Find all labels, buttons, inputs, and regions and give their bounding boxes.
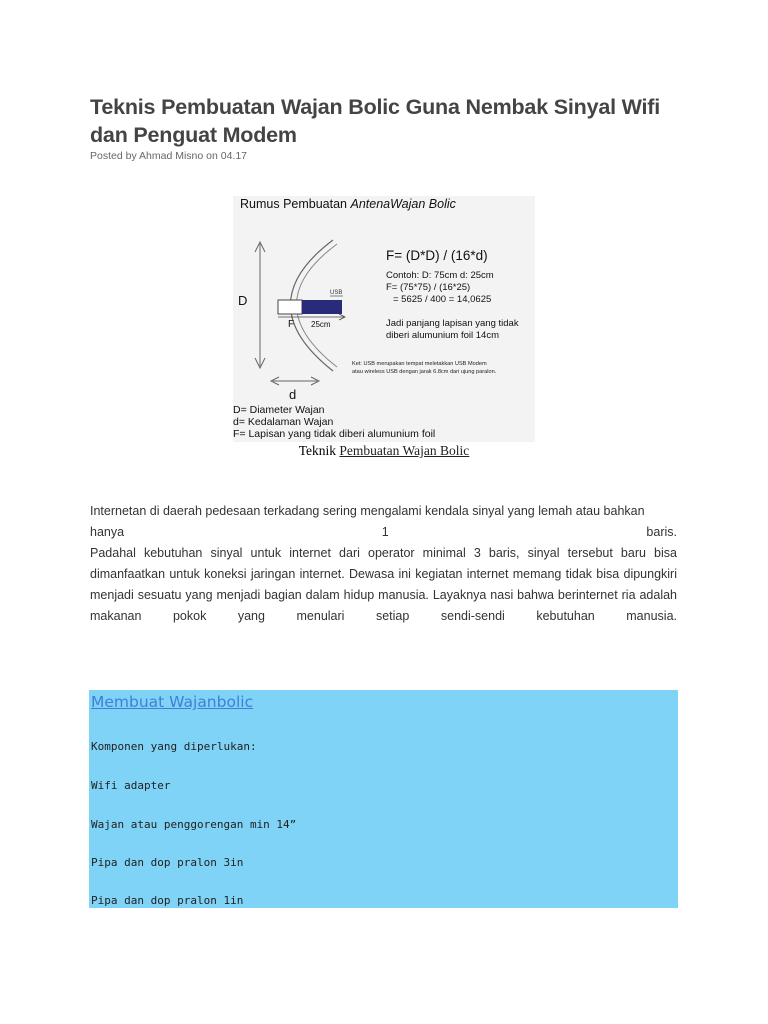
list-item: Pipa dan dop pralon 1in	[91, 894, 244, 907]
wajanbolic-diagram	[233, 196, 535, 442]
diameter-arrow	[255, 242, 265, 368]
formula: F= (D*D) / (16*d)	[386, 248, 488, 263]
note-line: Ket: USB merupakan tempat meletakkan USB Modem	[352, 361, 487, 367]
result-line: Jadi panjang lapisan yang tidak	[386, 318, 519, 329]
result-line: diberi alumunium foil 14cm	[386, 330, 499, 341]
example-line: F= (75*75) / (16*25)	[386, 282, 471, 293]
article-title: Teknis Pembuatan Wajan Bolic Guna Nembak Sinyal Wifi dan Penguat Modem	[90, 95, 661, 147]
intro-line: hanya 1 baris.	[90, 525, 677, 539]
figure-caption	[0, 443, 768, 459]
usb-section	[302, 300, 342, 314]
example-line: = 5625 / 400 = 14,0625	[393, 294, 492, 305]
label-depth: d	[289, 387, 297, 402]
note-line: atau wireless USB dengan jarak 6.8cm dari ujung paralon.	[352, 369, 497, 375]
example-line: Contoh: D: 75cm d: 25cm	[386, 270, 494, 281]
label-usb: USB	[330, 290, 343, 296]
pipe-foil-free	[278, 300, 302, 314]
section-box	[89, 690, 678, 908]
list-item: Wajan atau penggorengan min 14”	[91, 818, 297, 831]
legend-line: d= Kedalaman Wajan	[233, 416, 334, 428]
caption-prefix: Teknik	[298, 443, 340, 458]
intro-body: Padahal kebutuhan sinyal untuk internet dari operator minimal 3 baris, sinyal tersebut baru bisa dimanfaatkan untuk koneksi jaringan internet. Dewasa ini kegiatan internet memang tidak bisa dipungkiri menjadi sesuatu yang menjadi bagian dalam hidup manusia. Layaknya nasi bahwa berinternet ria adalah makanan pokok yang menulari setiap sendi-sendi kebutuhan manusia.	[90, 546, 677, 623]
section-heading-link[interactable]: Membuat Wajanbolic	[91, 693, 254, 711]
caption-link[interactable]: Pembuatan Wajan Bolic	[339, 443, 470, 458]
diagram-heading: Rumus Pembuatan AntenaWajan Bolic	[240, 197, 456, 211]
intro-paragraph	[90, 501, 677, 627]
post-byline: Posted by Ahmad Misno on 04.17	[90, 150, 248, 162]
label-25cm: 25cm	[311, 320, 331, 329]
list-item: Wifi adapter	[91, 779, 171, 792]
label-diameter: D	[238, 293, 248, 308]
legend-line: D= Diameter Wajan	[233, 404, 325, 416]
legend-line: F= Lapisan yang tidak diberi alumunium foil	[233, 428, 436, 440]
label-f: F	[288, 319, 295, 330]
depth-arrow	[271, 377, 319, 385]
intro-line: Internetan di daerah pedesaan terkadang sering mengalami kendala sinyal yang lemah atau bahkan	[90, 504, 645, 518]
list-item: Pipa dan dop pralon 3in	[91, 856, 244, 869]
list-item: Komponen yang diperlukan:	[91, 740, 257, 753]
